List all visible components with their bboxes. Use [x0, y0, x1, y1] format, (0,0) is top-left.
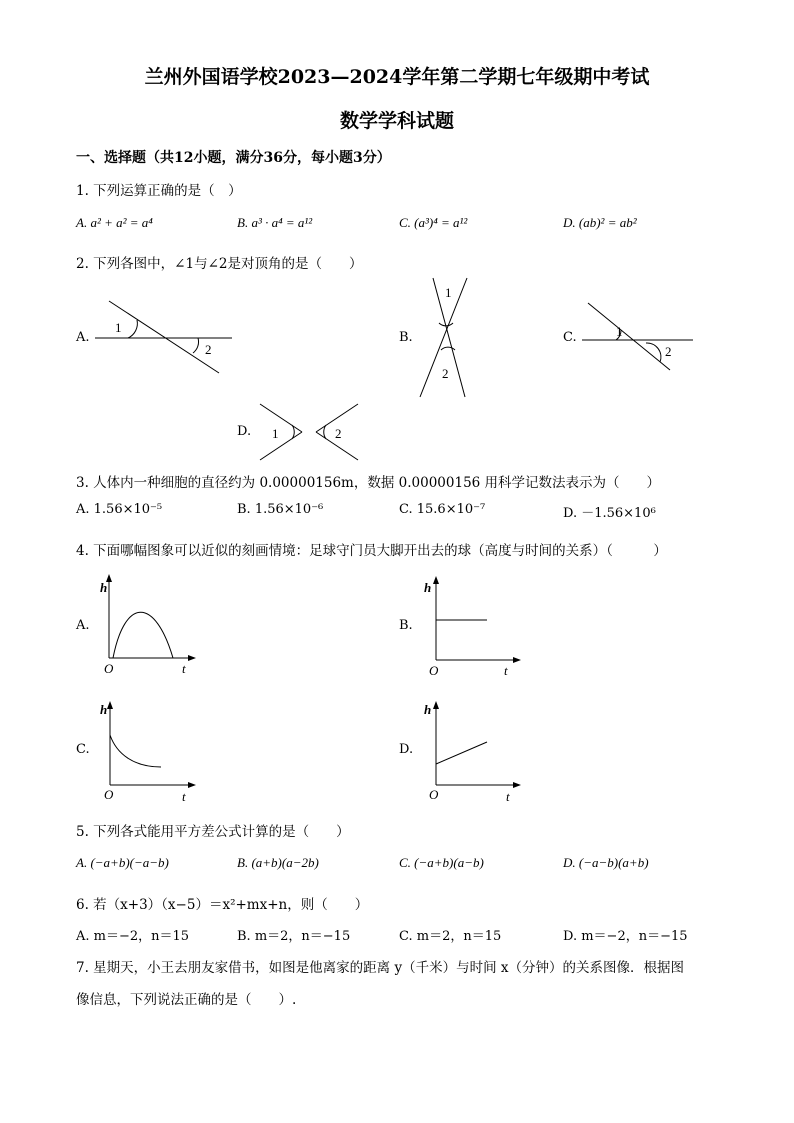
t-axis-label: t — [506, 789, 510, 804]
q2-figure-c — [580, 300, 700, 375]
q1-stem: 1. 下列运算正确的是（ ） — [76, 183, 242, 199]
q4-graph-a — [95, 572, 205, 682]
exam-subtitle: 数学学科试题 — [339, 110, 454, 132]
q2-figure-d — [255, 400, 365, 462]
q4-option-d[interactable]: D. — [399, 742, 414, 757]
q6-option-a[interactable]: A. m＝−2，n＝15 — [76, 929, 190, 944]
q6-option-c[interactable]: C. m＝2，n＝15 — [399, 929, 502, 944]
q1-option-a[interactable]: A. a² + a² = a⁴ — [76, 215, 153, 230]
angle-1-label: 1 — [272, 426, 279, 441]
section-heading: 一、选择题（共12小题，满分36分，每小题3分） — [76, 150, 391, 166]
q5-option-c[interactable]: C. (−a+b)(a−b) — [399, 855, 484, 870]
q3-stem: 3. 人体内一种细胞的直径约为 0.00000156m，数据 0.00000156 用科学记数法表示为（ ） — [76, 475, 661, 491]
angle-1-label: 1 — [115, 320, 122, 335]
origin-label: O — [429, 787, 439, 802]
q6-stem: 6. 若（x+3）（x−5）＝x²+mx+n，则（ ） — [76, 897, 369, 913]
q5-option-b[interactable]: B. (a+b)(a−2b) — [237, 855, 319, 870]
angle-2-label: 2 — [442, 366, 449, 381]
q2-option-a[interactable]: A. — [76, 330, 90, 345]
q5-option-d[interactable]: D. (−a−b)(a+b) — [563, 855, 649, 870]
q4-option-a[interactable]: A. — [76, 618, 90, 633]
q3-option-a[interactable]: A. 1.56×10⁻⁵ — [76, 502, 163, 517]
q2-option-c[interactable]: C. — [563, 330, 577, 345]
q2-stem: 2. 下列各图中，∠1与∠2是对顶角的是（ ） — [76, 256, 363, 272]
angle-2-label: 2 — [335, 426, 342, 441]
q4-option-c[interactable]: C. — [76, 742, 90, 757]
q4-graph-b — [420, 572, 530, 682]
t-axis-label: t — [182, 789, 186, 804]
q1-option-d[interactable]: D. (ab)² = ab² — [563, 215, 637, 230]
angle-1-label: 1 — [616, 324, 623, 339]
origin-label: O — [104, 787, 114, 802]
q5-option-a[interactable]: A. (−a+b)(−a−b) — [76, 855, 169, 870]
q5-stem: 5. 下列各式能用平方差公式计算的是（ ） — [76, 824, 350, 840]
origin-label: O — [429, 663, 439, 678]
angle-2-label: 2 — [205, 342, 212, 357]
q6-option-b[interactable]: B. m＝2，n＝−15 — [237, 929, 351, 944]
q3-option-d[interactable]: D. －1.56×10⁶ — [563, 506, 656, 521]
q4-graph-c — [95, 697, 205, 807]
q2-option-b[interactable]: B. — [399, 330, 413, 345]
t-axis-label: t — [182, 661, 186, 676]
h-axis-label: h — [424, 580, 432, 595]
q3-option-b[interactable]: B. 1.56×10⁻⁶ — [237, 502, 324, 517]
h-axis-label: h — [100, 702, 108, 717]
exam-title: 兰州外国语学校2023—2024学年第二学期七年级期中考试 — [144, 66, 650, 88]
h-axis-label: h — [424, 702, 432, 717]
t-axis-label: t — [504, 663, 508, 678]
angle-1-label: 1 — [445, 285, 452, 300]
origin-label: O — [104, 661, 114, 676]
q4-option-b[interactable]: B. — [399, 618, 413, 633]
q7-stem-line1: 7. 星期天，小王去朋友家借书，如图是他离家的距离 y（千米）与时间 x（分钟）的关系图像．根据图 — [76, 960, 684, 976]
q4-stem: 4. 下面哪幅图象可以近似的刻画情境：足球守门员大脚开出去的球（高度与时间的关系）（ ） — [76, 543, 667, 559]
h-axis-label: h — [100, 580, 108, 595]
q4-graph-d — [420, 697, 530, 807]
q7-stem-line2: 像信息，下列说法正确的是（ ）. — [76, 992, 297, 1008]
q2-figure-b — [415, 275, 485, 400]
q1-option-b[interactable]: B. a³ · a⁴ = a¹² — [237, 215, 313, 230]
q6-option-d[interactable]: D. m＝−2，n＝−15 — [563, 929, 688, 944]
q2-figure-a — [95, 298, 235, 378]
q2-option-d[interactable]: D. — [237, 424, 252, 439]
q3-option-c[interactable]: C. 15.6×10⁻⁷ — [399, 502, 486, 517]
angle-2-label: 2 — [665, 344, 672, 359]
q1-option-c[interactable]: C. (a³)⁴ = a¹² — [399, 215, 468, 230]
